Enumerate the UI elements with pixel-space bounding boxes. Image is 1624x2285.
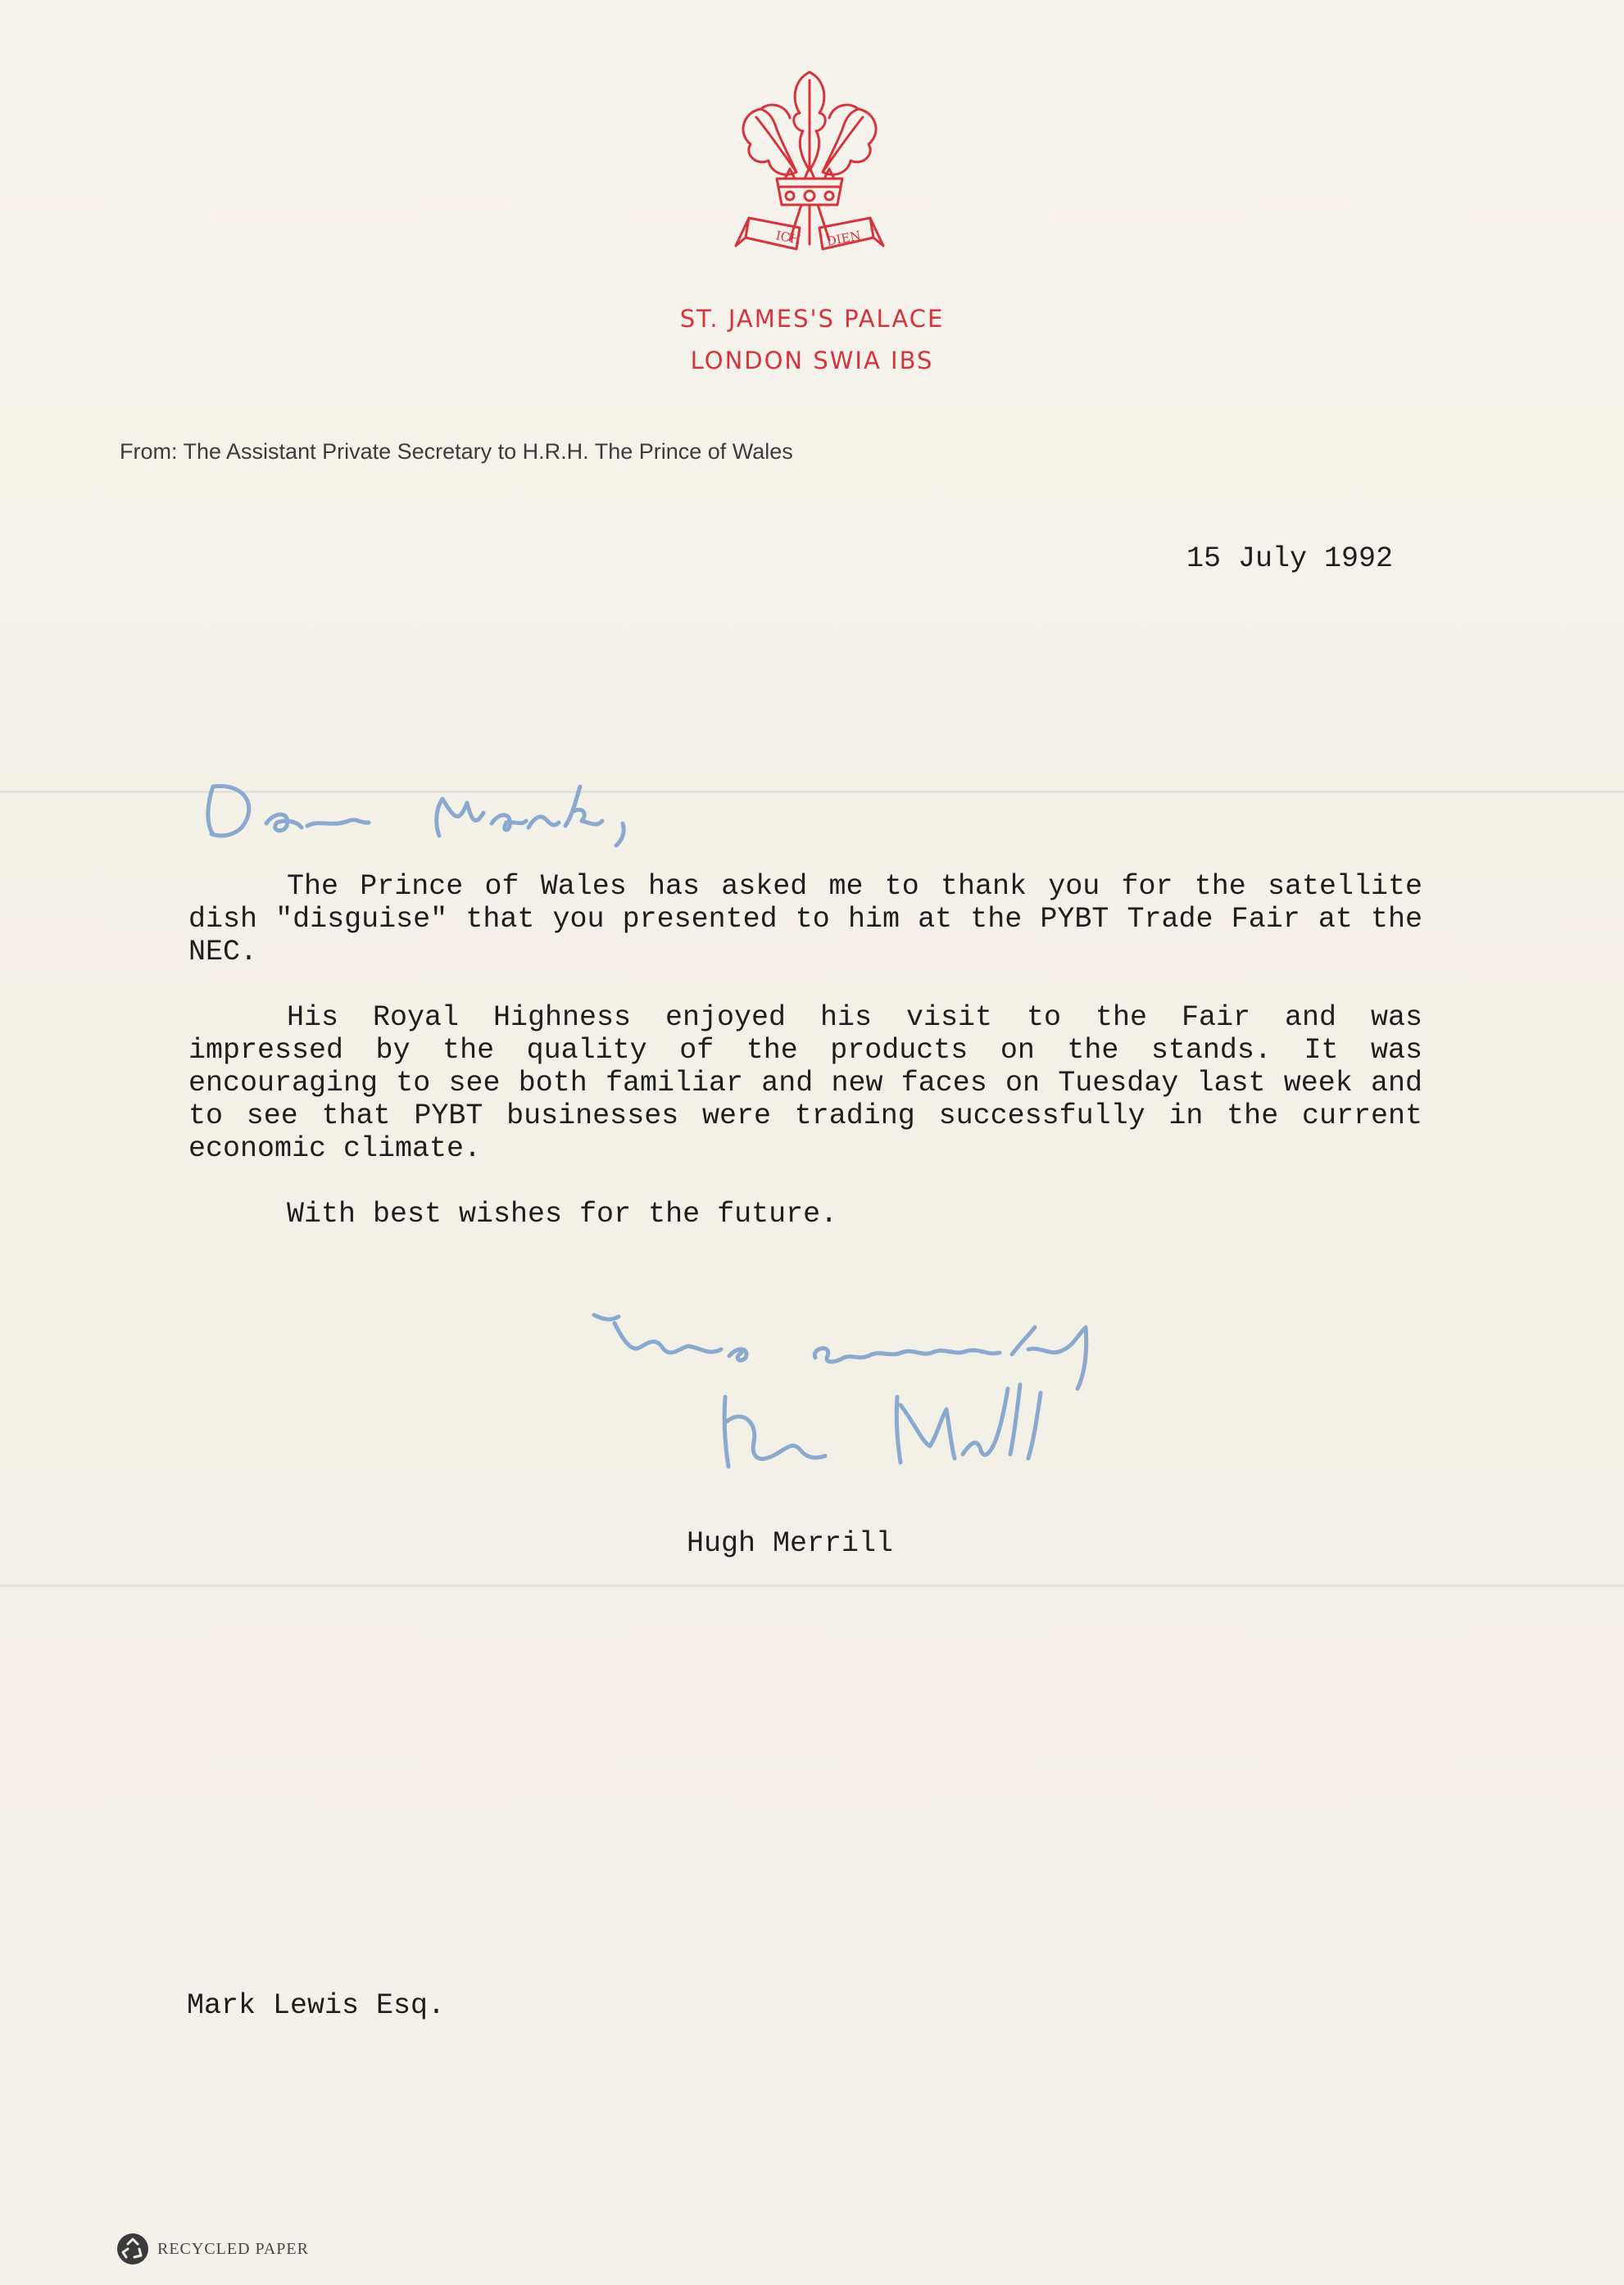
- handwritten-signature: [586, 1299, 1291, 1495]
- body-paragraph-1: [188, 870, 1422, 968]
- crest-motto-right: DIEN: [825, 228, 863, 249]
- from-line: From: The Assistant Private Secretary to H.R.H. The Prince of Wales: [120, 439, 793, 464]
- letterhead-address-line2: LONDON SWIA IBS: [690, 347, 934, 374]
- recycle-icon: [116, 2233, 149, 2265]
- fold-line: [0, 1585, 1624, 1587]
- body-paragraph-2-text: His Royal Highness enjoyed his visit to the Fair and was impressed by the quality of the products on the stands. It was encouraging to see both familiar and new faces on Tuesday last week and to see that PYBT businesses were trading successfully in the current economic climate.: [188, 1001, 1422, 1165]
- crest-motto-left: ICH: [774, 228, 802, 247]
- prince-of-wales-feathers-icon: [711, 64, 908, 261]
- recipient-name: Mark Lewis Esq.: [187, 1989, 446, 2022]
- body-paragraph-3: [188, 1198, 1422, 1231]
- recycled-paper-label: RECYCLED PAPER: [157, 2239, 309, 2258]
- body-paragraph-2: [188, 1001, 1422, 1165]
- body-paragraph-1-text: The Prince of Wales has asked me to thank you for the satellite dish "disguise" that you presented to him at the PYBT Trade Fair at the NEC.: [188, 870, 1422, 968]
- body-paragraph-3-text: With best wishes for the future.: [287, 1198, 838, 1231]
- letter-date: 15 July 1992: [1186, 542, 1394, 575]
- letterhead-address-line1: ST. JAMES'S PALACE: [679, 305, 945, 333]
- handwritten-salutation: [197, 762, 737, 852]
- recycled-paper-footer: [116, 2233, 309, 2265]
- signer-name: Hugh Merrill: [687, 1527, 894, 1560]
